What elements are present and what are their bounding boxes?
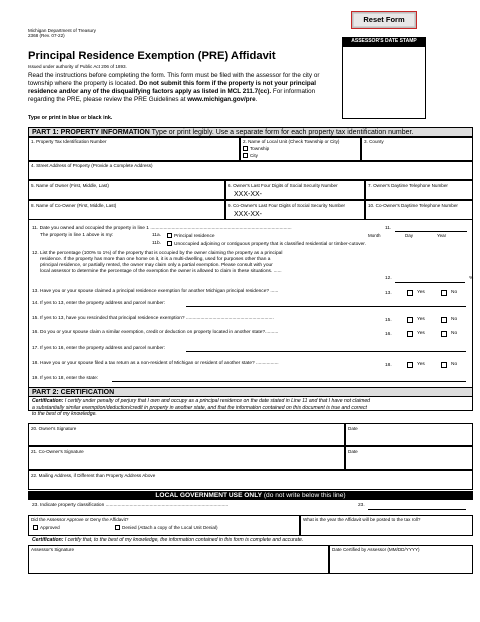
- q11-date-line[interactable]: [395, 231, 467, 232]
- q16-no-label: No: [451, 331, 458, 336]
- agency-name: Michigan Department of Treasury: [28, 28, 96, 33]
- field-2-local-unit[interactable]: 2. Name of Local Unit (Check Township or City) Township City: [240, 137, 361, 161]
- q11a-option[interactable]: Principal residence: [167, 233, 215, 240]
- reset-form-button[interactable]: Reset Form: [351, 11, 417, 29]
- part2-header: PART 2: CERTIFICATION: [28, 387, 473, 397]
- field-21-co-owner-signature[interactable]: 21. Co-Owner's Signature: [28, 446, 345, 470]
- q14-text: 14. If yes to 13, enter the property address and parcel number:: [32, 301, 166, 306]
- percent-sign: %: [469, 276, 474, 281]
- q16-text: 16. Do you or your spouse claim a similar exemption, credit or deduction on property located in another state?..........: [32, 330, 279, 335]
- q12-line-4: local assessor to determine the percentage of the exemption the owner is allowed to claim in these situations. ......: [40, 269, 282, 274]
- q19-text: 19. If yes to 18, enter the state:: [32, 376, 99, 381]
- field-9-co-owner-ssn[interactable]: 9. Co-Owner's Last Four Digits of Social Security Number XXX-XX-: [225, 200, 365, 220]
- q16-number: 16.: [385, 332, 392, 337]
- day-label: Day: [405, 233, 414, 238]
- intro-line-2: township where the property is located. Do not submit this form if the property is not your principal: [28, 79, 316, 87]
- field-4-street-address[interactable]: 4. Street Address of Property (Provide a Complete Address): [28, 161, 473, 180]
- q15-yes-checkbox[interactable]: [407, 317, 413, 323]
- ink-note: Type or print in blue or black ink.: [28, 115, 113, 121]
- q13-yes-checkbox[interactable]: [407, 290, 413, 296]
- q14-address-line[interactable]: [186, 306, 466, 307]
- field-20-owner-signature[interactable]: 20. Owner's Signature: [28, 423, 345, 446]
- q12-number: 12.: [385, 276, 392, 281]
- page-title: Principal Residence Exemption (PRE) Affidavit: [28, 50, 276, 62]
- field-20-date[interactable]: Date: [345, 423, 473, 446]
- q16-yes-checkbox[interactable]: [407, 331, 413, 337]
- field-6-owner-ssn[interactable]: 6. Owner's Last Four Digits of Social Security Number XXX-XX-: [225, 180, 365, 200]
- q12-percent-line[interactable]: [395, 282, 465, 283]
- q15-number: 15.: [385, 318, 392, 323]
- q13-no-label: No: [451, 290, 458, 295]
- assessor-date-stamp-title: ASSESSOR'S DATE STAMP: [342, 37, 426, 46]
- q23-classification-line[interactable]: [368, 509, 466, 510]
- month-label: Month: [368, 233, 381, 238]
- q11a-label: 11a.: [152, 233, 161, 238]
- intro-line-4: regarding the PRE, please review the PRE Guidelines at www.michigan.gov/pre.: [28, 95, 258, 103]
- q17-text: 17. If yes to 16, enter the property address and parcel number:: [32, 346, 166, 351]
- assessor-date-stamp-box: [342, 46, 426, 119]
- q13-no-checkbox[interactable]: [441, 290, 447, 296]
- approved-checkbox[interactable]: Approved: [33, 525, 60, 530]
- q12-line-2: residence. If the property has more than one home on it, it is a multi-dwelling, used for purposes other than a: [40, 257, 271, 262]
- field-22-mailing-address[interactable]: 22. Mailing Address, if Different than Property Address Above: [28, 470, 473, 490]
- certification-statement: Certification: I certify under penalty of perjury that I own and occupy as a principal residence on the date stated in Line 11 and that I have not claimed a substantially similar exemption/deduction/credit in property in another state, and that the information contained on this document is true and correct to the best of my knowledge.: [32, 398, 370, 418]
- intro-line-1: Read the instructions before completing the form. This form must be filed with the assessor for the city or: [28, 72, 320, 79]
- assessor-signature-field[interactable]: Assessor's Signature: [28, 545, 329, 574]
- q11b-option[interactable]: Unoccupied adjoining or contiguous property that is classified residential or timber-cutover.: [167, 241, 366, 248]
- assessor-certification: Certification: I certify that, to the best of my knowledge, the information contained in this form is complete and accurate.: [32, 537, 304, 543]
- tax-roll-year-field[interactable]: What is the year the Affidavit will be posted to the tax roll?: [300, 515, 473, 536]
- q11-number: 11.: [385, 226, 392, 231]
- q12-line-3: principal residence, or partially rented, the owner may claim only a partial exemption. Please consult with your: [40, 263, 273, 268]
- q18-yes-label: Yes: [417, 362, 425, 367]
- q19-state-line[interactable]: [112, 381, 466, 382]
- intro-line-3: residence and/or any of the disqualifying factors apply as listed in MCL 211.7(cc). For information: [28, 87, 316, 95]
- local-use-header: LOCAL GOVERNMENT USE ONLY (do not write below this line): [28, 491, 473, 500]
- q15-yes-label: Yes: [417, 317, 425, 322]
- year-label: Year: [437, 233, 447, 238]
- field-5-owner-name[interactable]: 5. Name of Owner (First, Middle, Last): [28, 180, 225, 200]
- q13-yes-label: Yes: [417, 290, 425, 295]
- field-7-owner-phone[interactable]: 7. Owner's Daytime Telephone Number: [365, 180, 473, 200]
- pre-guidelines-link[interactable]: www.michigan.gov/pre: [187, 95, 256, 103]
- date-certified-field[interactable]: Date Certified by Assessor (MM/DD/YYYY): [329, 545, 473, 574]
- q16-no-checkbox[interactable]: [441, 331, 447, 337]
- field-1-parcel-number[interactable]: 1. Property Tax Identification Number: [28, 137, 240, 161]
- q17-address-line[interactable]: [186, 351, 466, 352]
- q18-text: 18. Have you or your spouse filed a tax return as a non-resident of Michigan or resident of another state? .................: [32, 361, 279, 366]
- q16-yes-label: Yes: [417, 331, 425, 336]
- form-number: 2368 (Rev. 07-22): [28, 33, 65, 38]
- authority-note: Issued under authority of Public Act 206 of 1893.: [28, 64, 127, 69]
- township-checkbox[interactable]: Township: [243, 146, 269, 151]
- q18-no-checkbox[interactable]: [441, 362, 447, 368]
- field-8-co-owner-name[interactable]: 8. Name of Co-Owner (First, Middle, Last): [28, 200, 225, 220]
- q13-number: 13.: [385, 291, 392, 296]
- approve-deny-box: Did the Assessor Approve or Deny the Affidavit? Approved Denied (Attach a copy of the Local Unit Denial): [28, 515, 300, 536]
- q13-text: 13. Have you or your spouse claimed a principal residence exemption for another Michigan principal residence? ......: [32, 289, 279, 294]
- q12-line-1: 12. List the percentage (100% to 1%) of the property that is occupied by the owner claiming the property as a principal: [32, 251, 283, 256]
- part1-header: PART 1: PROPERTY INFORMATION Type or print legibly. Use a separate form for each property tax identification number.: [28, 127, 473, 137]
- q11-text: 11. Date you owned and occupied the property in line 1 ..........................................................................................................: [32, 226, 292, 231]
- q15-no-label: No: [451, 317, 458, 322]
- q23-number: 23.: [358, 503, 365, 508]
- denied-checkbox[interactable]: Denied (Attach a copy of the Local Unit Denial): [115, 525, 218, 530]
- field-10-co-owner-phone[interactable]: 10. Co-Owner's Daytime Telephone Number: [365, 200, 473, 220]
- q18-number: 18.: [385, 363, 392, 368]
- field-21-date[interactable]: Date: [345, 446, 473, 470]
- city-checkbox[interactable]: City: [243, 153, 258, 158]
- q15-text: 15. If yes to 13, have you rescinded that principal residence exemption? ..................................................................: [32, 316, 274, 321]
- q18-yes-checkbox[interactable]: [407, 362, 413, 368]
- field-3-county[interactable]: 3. County: [361, 137, 473, 161]
- q15-no-checkbox[interactable]: [441, 317, 447, 323]
- q18-no-label: No: [451, 362, 458, 367]
- q11-property-label: The property in line 1 above is my:: [40, 233, 114, 238]
- q23-text: 23. Indicate property classification ............................................................................................: [32, 503, 229, 508]
- q11b-label: 11b.: [152, 241, 161, 246]
- instructions: [28, 72, 343, 104]
